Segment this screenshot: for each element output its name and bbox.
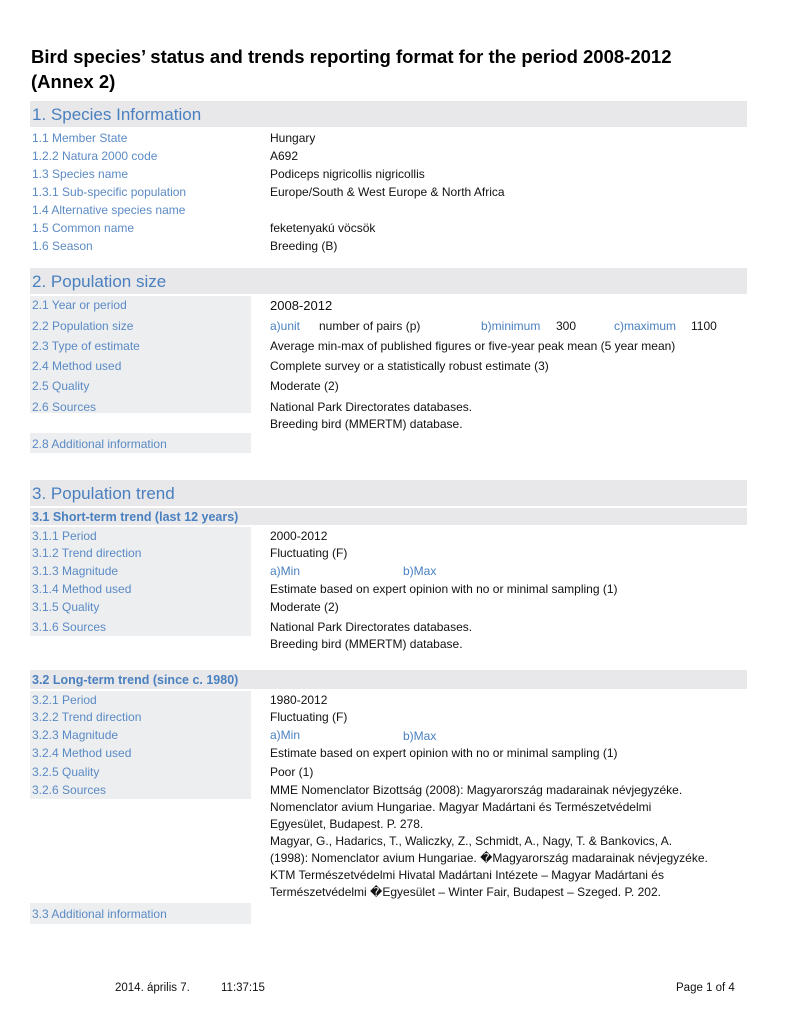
short-method-value: Estimate based on expert opinion with no or minimal sampling (1)	[270, 582, 618, 596]
long-max-label: b)Max	[403, 729, 437, 743]
section-2-label-column	[30, 296, 251, 413]
source-line: (1998): Nomenclator avium Hungariae. �Magyarország madarainak névjegyzéke.	[270, 851, 708, 865]
long-period-label: 3.2.1 Period	[32, 693, 97, 707]
footer-date: 2014. április 7.	[115, 982, 190, 994]
common-name-label: 1.5 Common name	[32, 221, 135, 235]
short-min-label: a)Min	[270, 564, 301, 578]
short-quality-value: Moderate (2)	[270, 600, 339, 614]
source-line: KTM Természetvédelmi Hivatal Madártani Intézete – Magyar Madártani és	[270, 868, 664, 882]
sub-specific-population-value: Europe/South & West Europe & North Africa	[270, 185, 505, 199]
title-line-1: Bird species’ status and trends reporting format for the period 2008-2012	[31, 46, 672, 67]
short-sources-value	[270, 619, 472, 653]
long-sources-label: 3.2.6 Sources	[32, 783, 107, 797]
source-line: Breeding bird (MMERTM) database.	[270, 637, 463, 651]
source-line: Természetvédelmi �Egyesület – Winter Fair, Budapest – Szeged. P. 202.	[270, 885, 661, 899]
sources-label: 2.6 Sources	[32, 400, 97, 414]
short-max-label: b)Max	[403, 564, 437, 578]
long-quality-label: 3.2.5 Quality	[32, 765, 100, 779]
long-min-label: a)Min	[270, 728, 301, 742]
method-used-value: Complete survey or a statistically robust estimate (3)	[270, 359, 549, 373]
year-period-value: 2008-2012	[270, 298, 333, 313]
maximum-label: c)maximum	[614, 319, 676, 333]
minimum-label: b)minimum	[481, 319, 541, 333]
long-method-label: 3.2.4 Method used	[32, 746, 132, 760]
short-direction-value: Fluctuating (F)	[270, 546, 348, 560]
species-name-value: Podiceps nigricollis nigricollis	[270, 167, 425, 181]
species-name-label: 1.3 Species name	[32, 167, 129, 181]
long-term-heading: 3.2 Long-term trend (since c. 1980)	[32, 673, 239, 687]
short-sources-label: 3.1.6 Sources	[32, 620, 107, 634]
short-period-label: 3.1.1 Period	[32, 529, 97, 543]
short-period-value: 2000-2012	[270, 529, 328, 543]
type-of-estimate-label: 2.3 Type of estimate	[32, 339, 140, 353]
minimum-value: 300	[556, 319, 577, 333]
member-state-label: 1.1 Member State	[32, 131, 128, 145]
page-number: Page 1 of 4	[676, 982, 735, 994]
source-line: Egyesület, Budapest. P. 278.	[270, 817, 424, 831]
season-label: 1.6 Season	[32, 239, 93, 253]
type-of-estimate-value: Average min-max of published figures or five-year peak mean (5 year mean)	[270, 339, 676, 353]
short-magnitude-label: 3.1.3 Magnitude	[32, 564, 119, 578]
section-1-heading: 1. Species Information	[32, 105, 202, 124]
source-line: Breeding bird (MMERTM) database.	[270, 417, 463, 431]
maximum-value: 1100	[691, 319, 717, 333]
natura-code-value: A692	[270, 149, 299, 163]
long-magnitude-label: 3.2.3 Magnitude	[32, 728, 119, 742]
season-value: Breeding (B)	[270, 239, 338, 253]
section-3-additional-label: 3.3 Additional information	[32, 907, 167, 921]
natura-code-label: 1.2.2 Natura 2000 code	[32, 149, 158, 163]
section-2-heading: 2. Population size	[32, 272, 167, 291]
source-line: Nomenclator avium Hungariae. Magyar Madártani és Természetvédelmi	[270, 800, 652, 814]
year-period-label: 2.1 Year or period	[32, 298, 127, 312]
sub-specific-population-label: 1.3.1 Sub-specific population	[32, 185, 187, 199]
alternative-species-name-label: 1.4 Alternative species name	[32, 203, 186, 217]
member-state-value: Hungary	[270, 131, 316, 145]
common-name-value: feketenyakú vöcsök	[270, 221, 376, 235]
short-quality-label: 3.1.5 Quality	[32, 600, 100, 614]
sources-value	[270, 399, 472, 433]
quality-value: Moderate (2)	[270, 379, 339, 393]
additional-info-label: 2.8 Additional information	[32, 437, 167, 451]
section-3-heading: 3. Population trend	[32, 484, 175, 503]
long-method-value: Estimate based on expert opinion with no or minimal sampling (1)	[270, 746, 618, 760]
long-direction-label: 3.2.2 Trend direction	[32, 710, 142, 724]
method-used-label: 2.4 Method used	[32, 359, 122, 373]
long-period-value: 1980-2012	[270, 693, 328, 707]
source-line: National Park Directorates databases.	[270, 400, 473, 414]
short-method-label: 3.1.4 Method used	[32, 582, 132, 596]
population-size-label: 2.2 Population size	[32, 319, 134, 333]
document-title	[31, 44, 771, 94]
source-line: Magyar, G., Hadarics, T., Waliczky, Z., Schmidt, A., Nagy, T. & Bankovics, A.	[270, 834, 673, 848]
unit-label: a)unit	[270, 319, 301, 333]
source-line: National Park Directorates databases.	[270, 620, 473, 634]
source-line: MME Nomenclator Bizottság (2008): Magyarország madarainak névjegyzéke.	[270, 783, 683, 797]
title-line-2: (Annex 2)	[31, 71, 116, 92]
long-direction-value: Fluctuating (F)	[270, 710, 348, 724]
long-sources-value	[270, 782, 708, 901]
unit-value: number of pairs (p)	[319, 319, 421, 333]
short-direction-label: 3.1.2 Trend direction	[32, 546, 142, 560]
short-term-heading: 3.1 Short-term trend (last 12 years)	[32, 510, 239, 524]
footer-time: 11:37:15	[221, 982, 265, 994]
quality-label: 2.5 Quality	[32, 379, 90, 393]
long-quality-value: Poor (1)	[270, 765, 314, 779]
